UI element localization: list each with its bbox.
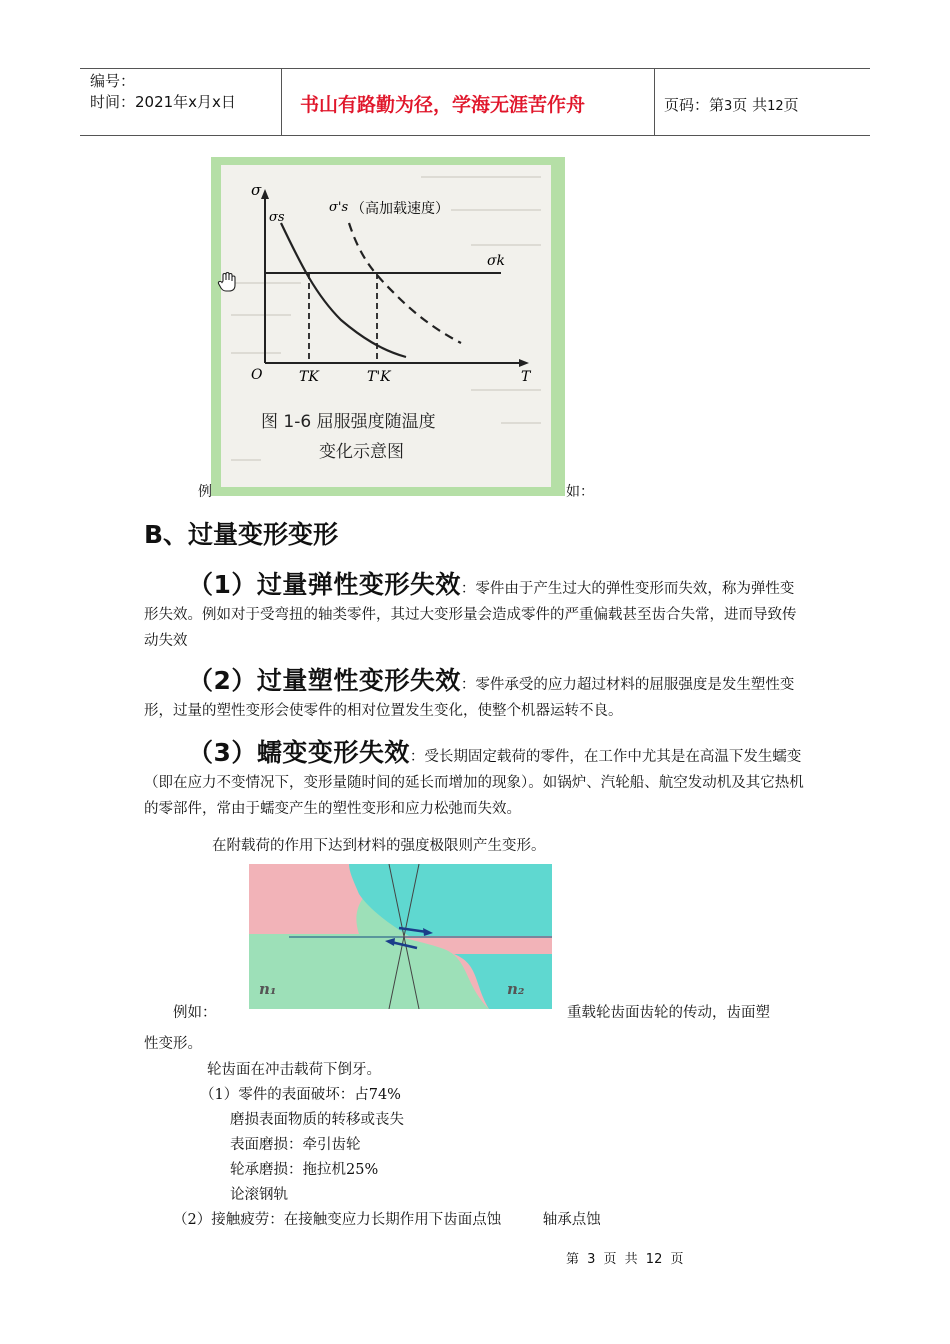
item-creep-deformation <box>144 740 808 822</box>
figure-scan <box>221 165 551 487</box>
list-item: 表面磨损：牵引齿轮 <box>230 1137 361 1153</box>
item-plastic-deformation <box>144 668 808 724</box>
high-rate-label: （高加载速度） <box>351 201 449 217</box>
gear-n2-label: n₂ <box>507 980 525 998</box>
item-text-line1: ：零件由于产生过大的弹性变形而失效，称 <box>460 581 737 597</box>
list-item: 轮承磨损：拖拉机25% <box>230 1162 379 1178</box>
header-bottom-border <box>80 135 870 136</box>
gear-n1-label: n₁ <box>259 980 277 998</box>
gear-line: 轮齿面在冲击载荷下倒牙。 <box>207 1062 381 1078</box>
list-item: （2）接触疲劳：在接触变应力长期作用下齿面点蚀 轴承点蚀 <box>173 1212 601 1228</box>
header-top-border <box>80 68 870 69</box>
axis-t-label: T <box>521 369 531 385</box>
sigma-k-label: σk <box>487 253 506 269</box>
item-text-rest: 为弹性变形失效。例如对于受弯扭的轴类零件，其过大变形量会造成零件的严重偏载甚至齿合失常，进而导致传动失效 <box>144 581 797 649</box>
item-text-rest: 生塑性变形，过量的塑性变形会使零件的相对位置发生变化，使整个机器运转不良。 <box>144 677 795 719</box>
sigma-s-label: σs <box>269 210 285 225</box>
example2-label: 例如： <box>173 1005 217 1021</box>
section-title: B、过量变形变形 <box>144 520 339 549</box>
list-item: 论滚钢轨 <box>230 1187 288 1203</box>
list-item: （1）零件的表面破坏：占74% <box>200 1087 401 1103</box>
page-total: 12 <box>767 99 784 114</box>
header-divider-1 <box>281 68 282 136</box>
yield-strength-diagram <box>221 165 551 487</box>
item-heading: （1）过量弹性变形失效 <box>188 570 461 599</box>
page-number: 3 <box>724 99 733 114</box>
figure-caption-line1: 图 1-6 屈服强度随温度 <box>261 412 436 432</box>
item-text-line1: ：零件承受的应力超过材料的屈服强度是发 <box>460 677 737 693</box>
tk-prime-label: T'K <box>367 369 391 385</box>
header-left-cell <box>90 71 236 113</box>
note-line: 在附载荷的作用下达到材料的强度极限则产生变形。 <box>212 838 546 854</box>
item-text-rest: 下发生蠕变（即在应力不变情况下，变形量随时间的延长而增加的现象）。如锅炉、汽轮船、航空发动机及其它热机的零部件，常由于蠕变产生的塑性变形和应力松弛而失效。 <box>144 749 804 817</box>
item-elastic-deformation <box>144 572 808 654</box>
example-label-left: 例 <box>198 484 212 500</box>
yield-curve-solid <box>281 223 406 357</box>
gear-tooth-figure <box>249 864 552 1009</box>
number-label: 编号： <box>90 72 136 90</box>
origin-label: O <box>251 367 263 383</box>
x-axis-arrow <box>519 359 529 367</box>
header-motto: 书山有路勤为径，学海无涯苦作舟 <box>300 94 586 116</box>
item-heading: （2）过量塑性变形失效 <box>188 666 461 695</box>
list-item: 磨损表面物质的转移或丧失 <box>230 1112 404 1128</box>
date-label: 时间：2021年x月x日 <box>90 93 236 111</box>
yield-curve-dashed <box>349 223 461 343</box>
hand-cursor-icon <box>217 271 237 293</box>
example-label-right: 如： <box>566 484 594 500</box>
tk-label: TK <box>299 369 319 385</box>
page-prefix: 页码：第 <box>664 96 725 114</box>
axis-sigma-label: σ <box>251 181 262 199</box>
sigma-s-prime-label: σ's <box>329 200 349 215</box>
gear-tooth-diagram <box>249 864 552 1009</box>
example2-text: 重载轮齿面齿轮的传动，齿面塑 <box>567 1005 770 1021</box>
header-divider-2 <box>654 68 655 136</box>
page-footer: 第 3 页 共 12 页 <box>566 1252 684 1267</box>
page-mid: 页 共 <box>732 96 768 114</box>
example2-continuation: 性变形。 <box>144 1036 202 1052</box>
yield-strength-figure <box>211 157 565 496</box>
figure-caption-line2: 变化示意图 <box>319 442 404 462</box>
header-page-info <box>664 94 799 115</box>
y-axis-arrow <box>261 189 269 199</box>
page-suffix: 页 <box>783 96 799 114</box>
item-heading: （3）蠕变变形失效 <box>188 738 410 767</box>
item-text-line1: ：受长期固定载荷的零件，在工作中尤其是在高温 <box>409 749 729 765</box>
